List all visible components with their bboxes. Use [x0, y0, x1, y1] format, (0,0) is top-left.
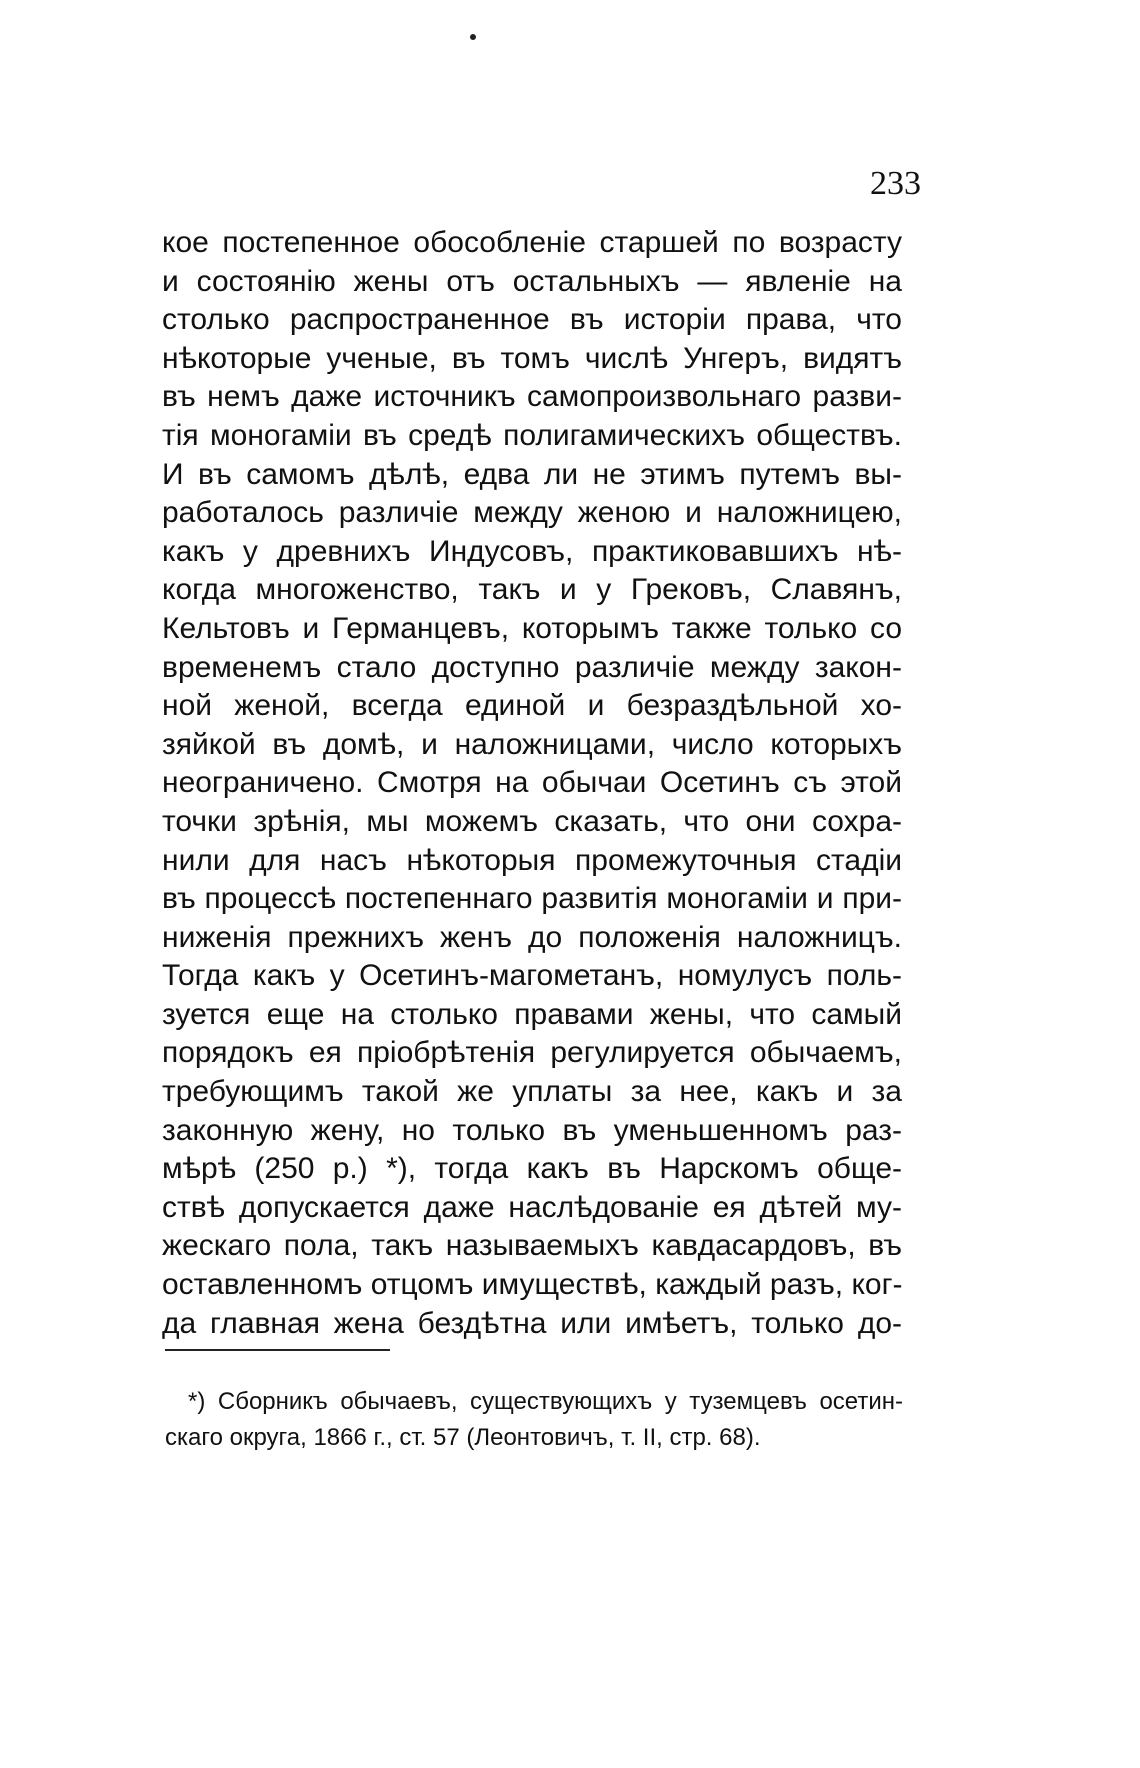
text-line: когда многоженство, такъ и у Грековъ, Славянъ, — [162, 573, 902, 607]
text-line: точки зрѣнія, мы можемъ сказать, что они сохра- — [162, 804, 902, 838]
text-line: ствѣ допускается даже наслѣдованіе ея дѣтей му- — [162, 1190, 902, 1224]
text-line: жескаго пола, такъ называемыхъ кавдасардовъ, въ — [162, 1229, 902, 1263]
text-line: работалось различіе между женою и наложницею, — [162, 496, 902, 530]
text-line: И въ самомъ дѣлѣ, едва ли не этимъ путемъ вы- — [162, 457, 902, 491]
footnote-line: скаго округа, 1866 г., ст. 57 (Леонтовичъ, т. II, стр. 68). — [165, 1424, 761, 1451]
text-line: и состоянію жены отъ остальныхъ — явленіе на — [162, 264, 902, 298]
text-line: столько распространенное въ исторіи права, что — [162, 303, 902, 337]
text-line: законную жену, но только въ уменьшенномъ раз- — [162, 1113, 902, 1147]
text-line: ниженія прежнихъ женъ до положенія наложницъ. — [162, 920, 902, 954]
text-line: неограничено. Смотря на обычаи Осетинъ съ этой — [162, 766, 902, 800]
ink-speck — [470, 34, 476, 40]
text-line: нили для насъ нѣкоторыя промежуточныя стадіи — [162, 843, 902, 877]
text-line: порядокъ ея пріобрѣтенія регулируется обычаемъ, — [162, 1036, 902, 1070]
text-line: въ процессѣ постепеннаго развитія моногаміи и при- — [162, 882, 902, 916]
main-text — [162, 224, 902, 1343]
text-line: нѣкоторые ученые, въ томъ числѣ Унгеръ, видятъ — [162, 341, 902, 375]
footnote — [165, 1384, 903, 1456]
text-line: временемъ стало доступно различіе между закон- — [162, 650, 902, 684]
text-line: въ немъ даже источникъ самопроизвольнаго разви- — [162, 380, 902, 414]
text-line: да главная жена бездѣтна или имѣетъ, только до- — [162, 1306, 902, 1340]
text-line: какъ у древнихъ Индусовъ, практиковавшихъ нѣ- — [162, 534, 902, 568]
footnote-line: *) Сборникъ обычаевъ, существующихъ у туземцевъ осетин- — [188, 1388, 903, 1415]
text-line: тія моногаміи въ средѣ полигамическихъ обществъ. — [162, 418, 902, 452]
footnote-separator — [165, 1349, 390, 1351]
text-line: ной женой, всегда единой и безраздѣльной хо- — [162, 689, 902, 723]
text-line: зяйкой въ домѣ, и наложницами, число которыхъ — [162, 727, 902, 761]
text-line: Кельтовъ и Германцевъ, которымъ также только со — [162, 611, 902, 645]
text-line: мѣрѣ (250 р.) *), тогда какъ въ Нарскомъ обще- — [162, 1152, 902, 1186]
text-line: кое постепенное обособленіе старшей по возрасту — [162, 226, 902, 259]
text-line: оставленномъ отцомъ имуществѣ, каждый разъ, ког- — [162, 1268, 903, 1302]
text-line: зуется еще на столько правами жены, что самый — [162, 997, 902, 1031]
text-line: требующимъ такой же уплаты за нее, какъ и за — [162, 1075, 902, 1109]
text-line: Тогда какъ у Осетинъ-магометанъ, номулусъ поль- — [162, 959, 902, 993]
page-number: 233 — [870, 165, 921, 202]
